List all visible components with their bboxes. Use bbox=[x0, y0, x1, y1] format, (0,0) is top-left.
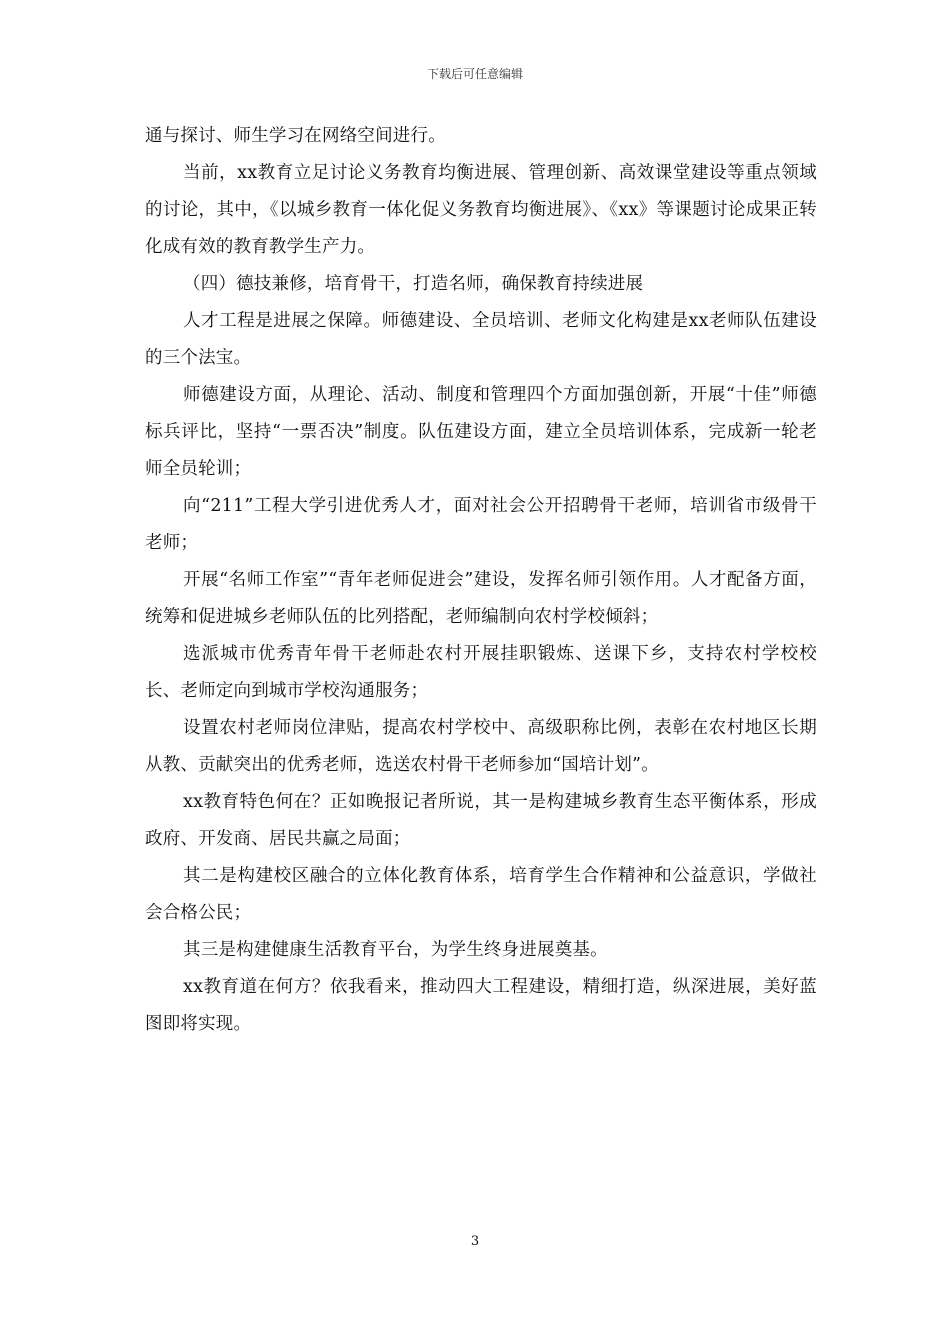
paragraph: 师德建设方面，从理论、活动、制度和管理四个方面加强创新，开展“十佳”师德标兵评比，坚持“一票否决”制度。队伍建设方面，建立全员培训体系，完成新一轮老师全员轮训； bbox=[145, 385, 817, 479]
section-heading: （四）德技兼修，培育骨干，打造名师，确保教育持续进展 bbox=[183, 274, 644, 294]
paragraph: xx教育特色何在？正如晚报记者所说，其一是构建城乡教育生态平衡体系，形成政府、开发商、居民共赢之局面； bbox=[145, 792, 817, 849]
paragraph: 向“211”工程大学引进优秀人才，面对社会公开招聘骨干老师，培训省市级骨干老师； bbox=[145, 496, 817, 553]
document-body bbox=[145, 118, 817, 1043]
paragraph: 其二是构建校区融合的立体化教育体系，培育学生合作精神和公益意识，学做社会合格公民； bbox=[145, 866, 817, 923]
paragraph: xx教育道在何方？依我看来，推动四大工程建设，精细打造，纵深进展，美好蓝图即将实现。 bbox=[145, 977, 817, 1034]
page-header: 下载后可任意编辑 bbox=[426, 67, 523, 81]
paragraph: 人才工程是进展之保障。师德建设、全员培训、老师文化构建是xx老师队伍建设的三个法宝。 bbox=[145, 311, 817, 368]
paragraph: 当前，xx教育立足讨论义务教育均衡进展、管理创新、高效课堂建设等重点领域的讨论，其中，《以城乡教育一体化促义务教育均衡进展》、《xx》等课题讨论成果正转化成有效的教育教学生产力。 bbox=[145, 163, 817, 257]
paragraph: 选派城市优秀青年骨干老师赴农村开展挂职锻炼、送课下乡，支持农村学校校长、老师定向到城市学校沟通服务； bbox=[145, 644, 817, 701]
paragraph: 其三是构建健康生活教育平台，为学生终身进展奠基。 bbox=[183, 940, 608, 960]
paragraph: 设置农村老师岗位津贴，提高农村学校中、高级职称比例，表彰在农村地区长期从教、贡献突出的优秀老师，选送农村骨干老师参加“国培计划”。 bbox=[145, 718, 817, 775]
paragraph: 开展“名师工作室”“青年老师促进会”建设，发挥名师引领作用。人才配备方面，统筹和促进城乡老师队伍的比列搭配，老师编制向农村学校倾斜； bbox=[145, 570, 817, 627]
paragraph-continuation: 通与探讨、师生学习在网络空间进行。 bbox=[145, 126, 446, 146]
page-number: 3 bbox=[470, 1234, 480, 1249]
